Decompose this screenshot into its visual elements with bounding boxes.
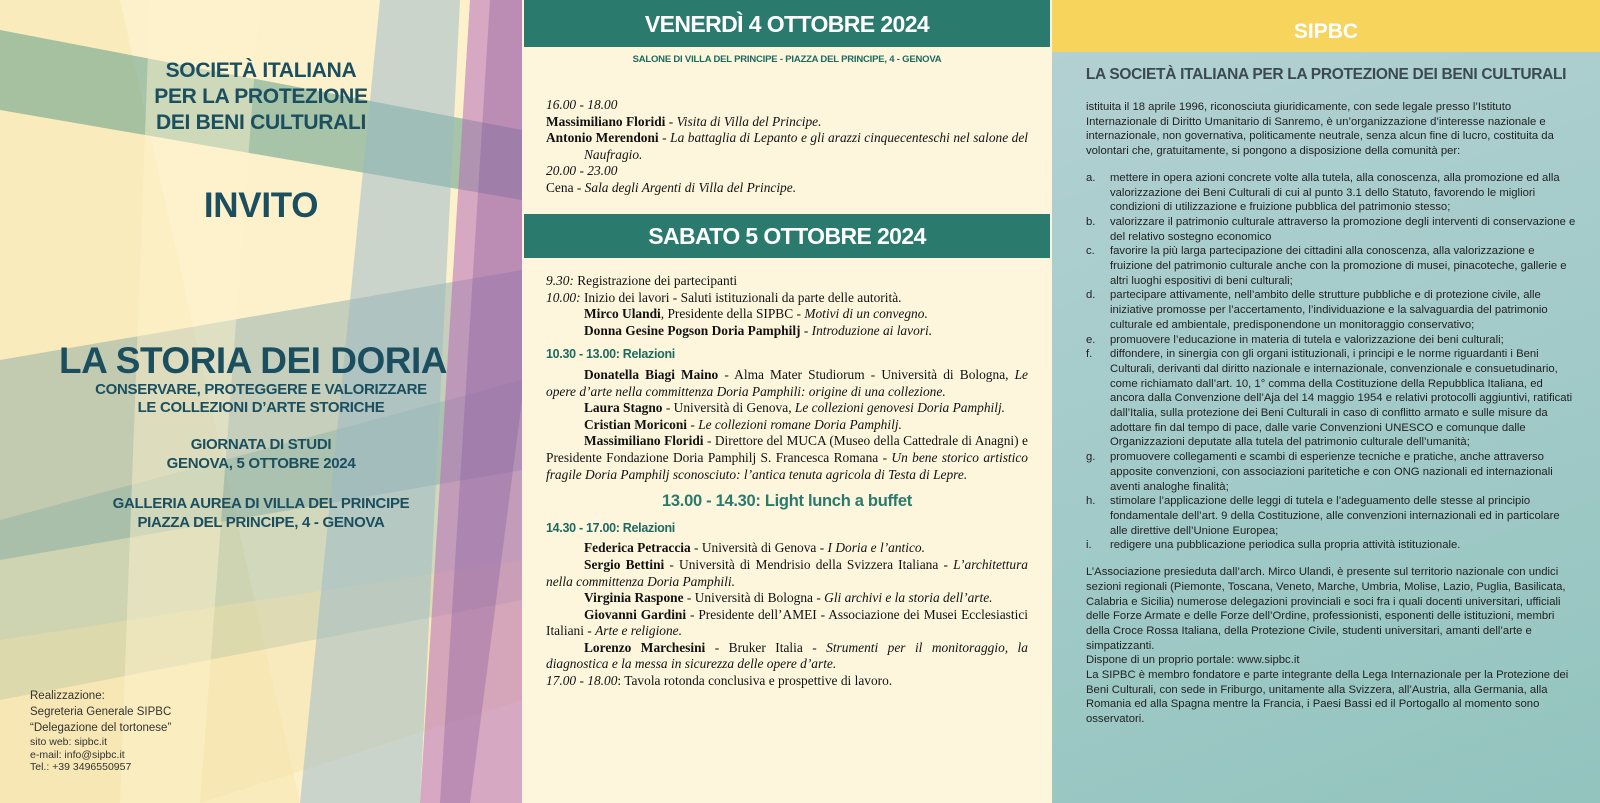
text: 13.00 - 14.30: Light lunch a buffet	[662, 492, 912, 511]
saturday-heading: SABATO 5 OTTOBRE 2024	[524, 214, 1050, 258]
text: - Presidente dell’AMEI - Associazione dei Musei Ecclesiastici Italiani -	[546, 606, 1028, 639]
about-panel	[1052, 0, 1600, 803]
program-item	[546, 323, 1028, 340]
italic-text: I Doria e l’antico.	[827, 540, 925, 556]
aim-label: b.	[1086, 215, 1096, 228]
program-item	[546, 433, 1028, 483]
program-item	[546, 417, 1028, 434]
aim-text: promuovere l’educazione in materia di tutela e valorizzazione dei beni culturali;	[1110, 333, 1504, 346]
program-item	[546, 290, 1028, 307]
friday-program	[546, 97, 1028, 197]
org-line: PER LA PROTEZIONE	[154, 85, 368, 108]
aim-text: diffondere, in sinergia con gli organi istituzionali, i principi e le norme riguardanti i Beni Culturali, derivanti dal diritto nazionale e internazionale, convenzionale e consuetudinario, come richiamato dall’art. 10, 1° comma della Costituzione della Repubblica Italiana, ed ancora dalla Convenzione dell’Aja del 14 maggio 1954 e relativi protocolli aggiuntivi, ratificati dall’Italia, sulla protezione dei Beni Culturali in caso di conflitto armato e sulle misure da adottare fin dal tempo di pace, dalle varie Convenzioni UNESCO e comunque dalle Organizzazioni deputate alla tutela del patrimonio culturale dell’umanità;	[1110, 348, 1573, 449]
credits-line: Segreteria Generale SIPBC	[30, 706, 172, 718]
aim-label: d.	[1086, 289, 1096, 302]
aim-label: i.	[1086, 539, 1092, 552]
aim-label: a.	[1086, 171, 1096, 184]
program-item	[546, 367, 1028, 400]
aim-item	[1086, 244, 1576, 288]
aim-item	[1086, 288, 1576, 332]
program-item	[546, 114, 1028, 131]
italic-text: Le collezioni romane Doria Pamphilj.	[698, 416, 902, 432]
aim-text: favorire la più larga partecipazione dei cittadini alla conoscenza, alla valorizzazione e fruizione del patrimonio culturale anche con la promozione di musei, pinacoteche, gallerie e altri luoghi espositivi di beni culturali;	[1110, 245, 1567, 287]
program-panel	[522, 0, 1052, 803]
cover-panel	[0, 0, 522, 803]
aim-item	[1086, 215, 1576, 244]
aim-label: e.	[1086, 333, 1096, 346]
text: - Direttore del MUCA (Museo della Cattedrale di Anagni) e Presidente Fondazione Doria Pamphilj S. Francesca Romana -	[546, 433, 1029, 465]
event-subtitle	[0, 381, 522, 417]
session-heading	[546, 346, 1028, 363]
italic-text: Arte e religione.	[595, 623, 682, 639]
subtitle-line: LE COLLEZIONI D’ARTE STORICHE	[137, 399, 385, 416]
event-date	[0, 435, 522, 473]
program-item	[546, 97, 1028, 114]
text: : Tavola rotonda conclusiva e prospettive di lavoro.	[617, 673, 893, 689]
portal-text: Dispone di un proprio portale: www.sipbc.it	[1086, 654, 1300, 667]
italic-text: 16.00 - 18.00	[546, 97, 618, 112]
org-line: DEI BENI CULTURALI	[155, 111, 367, 134]
speaker-name: Giovanni Gardini	[584, 606, 687, 622]
location-line: GALLERIA AUREA DI VILLA DEL PRINCIPE	[112, 495, 410, 512]
date-line: GENOVA, 5 OTTOBRE 2024	[166, 455, 356, 472]
sipbc-header: SIPBC	[1052, 0, 1600, 52]
speaker-name: Mirco Ulandi	[584, 306, 661, 322]
italic-text: 9.30:	[546, 273, 574, 288]
aim-item	[1086, 494, 1576, 538]
text: Inizio dei lavori - Saluti istituzionali da parte delle autorità.	[580, 289, 902, 305]
italic-text: Motivi di un convegno.	[804, 306, 928, 322]
speaker-name: Massimiliano Floridi	[546, 113, 666, 129]
program-item	[546, 130, 1028, 163]
about-title: LA SOCIETÀ ITALIANA PER LA PROTEZIONE DEI BENI CULTURALI	[1085, 66, 1567, 83]
aim-item	[1086, 450, 1576, 494]
org-line: SOCIETÀ ITALIANA	[165, 59, 357, 82]
text: , Presidente della SIPBC -	[660, 306, 805, 322]
aims-list	[1086, 171, 1576, 553]
text: -	[658, 130, 671, 146]
text: - Università di Genova -	[690, 540, 828, 556]
italic-text: Gli archivi e la storia dell’arte.	[824, 590, 993, 606]
friday-heading: VENERDÌ 4 OTTOBRE 2024	[524, 0, 1050, 47]
aim-text: partecipare attivamente, nell’ambito delle strutture pubbliche e di protezione civile, alle iniziative promosse per l’accertamento, l’individuazione e la salvaguardia del patrimonio culturale ed ambientale, predisponendone un monitoraggio conservativo;	[1110, 289, 1548, 331]
text: Registrazione dei partecipanti	[573, 273, 738, 288]
italic-text: 10.00:	[546, 289, 581, 305]
about-paragraph: La SIPBC è membro fondatore e parte integrante della Lega Internazionale per la Protezione dei Beni Culturali, con sede in Friburgo, unitamente alla Svizzera, all’Austria, alla Germania, alla Romania ed alla Spagna mentre la Francia, i Paesi Bassi ed il Portogallo al momento sono osservatori.	[1086, 669, 1569, 726]
aim-item	[1086, 347, 1576, 450]
program-item	[546, 180, 1028, 197]
text: - Università di Bologna -	[683, 590, 825, 606]
about-intro: istituita il 18 aprile 1996, riconosciuta giuridicamente, con sede legale presso l’Istituto Internazionale di Diritto Umanitario di Sanremo, è un’organizzazione d’interesse nazionale e internazionale, non governativa, politicamente neutrale, senza alcun fine di lucro, costituita da volontari che, gratuitamente, si pongono a disposizione della comunità per:	[1086, 101, 1554, 158]
speaker-name: Laura Stagno	[584, 400, 663, 416]
text: 14.30 - 17.00: Relazioni	[546, 520, 675, 535]
aim-item	[1086, 538, 1576, 553]
speaker-name: Donna Gesine Pogson Doria Pamphilj	[584, 322, 801, 338]
saturday-program	[546, 273, 1028, 690]
phone: Tel.: +39 3496550957	[30, 761, 132, 773]
aim-label: c.	[1086, 245, 1095, 258]
text: -	[687, 416, 699, 432]
italic-text: Visita di Villa del Principe.	[676, 113, 822, 129]
speaker-name: Lorenzo Marchesini	[584, 639, 706, 655]
program-item	[546, 163, 1028, 180]
speaker-name: Sergio Bettini	[584, 556, 665, 572]
aim-text: promuovere collegamenti e scambi di esperienze tecniche e pratiche, anche attraverso apposite convenzioni, con associazioni paritetiche e con ONG nazionali ed internazionali aventi analoghe finalità;	[1110, 451, 1553, 493]
italic-text: Sala degli Argenti di Villa del Principe.	[584, 179, 797, 195]
aim-text: mettere in opera azioni concrete volte alla tutela, alla conoscenza, alla promozione ed alla valorizzazione dei Beni Culturali di cui al punto 3.1 dello Statuto, favorendo le migliori condizioni di utilizzazione e fruizione pubblica del patrimonio stesso;	[1110, 171, 1560, 214]
organization-name	[0, 58, 522, 136]
event-location	[0, 494, 522, 532]
credits-line: “Delegazione del tortonese”	[30, 722, 172, 734]
text: - Università di Genova,	[662, 400, 795, 416]
italic-text: 17.00 - 18.00	[546, 673, 618, 689]
aim-text: valorizzare il patrimonio culturale attraverso la promozione degli interventi di conservazione e del relativo sostegno economico	[1110, 215, 1576, 243]
program-item	[546, 557, 1028, 590]
text: -	[665, 113, 677, 129]
subtitle-line: CONSERVARE, PROTEGGERE E VALORIZZARE	[95, 381, 427, 398]
website: sito web: sipbc.it	[30, 736, 108, 748]
about-body	[1086, 100, 1576, 727]
speaker-name: Federica Petraccia	[584, 540, 691, 556]
credits-line: Realizzazione:	[30, 690, 105, 702]
program-item	[546, 540, 1028, 557]
program-item	[546, 673, 1028, 690]
italic-text: Introduzione ai lavori.	[811, 322, 933, 338]
program-item	[546, 400, 1028, 417]
program-item	[546, 640, 1028, 673]
italic-text: 20.00 - 23.00	[546, 163, 618, 179]
aim-label: g.	[1086, 451, 1096, 464]
speaker-name: Donatella Biagi Maino	[584, 366, 719, 382]
text: - Alma Mater Studiorum - Università di Bologna,	[718, 366, 1015, 382]
italic-text: L’architettura nella committenza Doria Pamphili.	[546, 556, 1028, 589]
program-item	[546, 273, 1028, 290]
email: e-mail: info@sipbc.it	[30, 748, 125, 761]
location-line: PIAZZA DEL PRINCIPE, 4 - GENOVA	[137, 514, 385, 531]
text: - Bruker Italia -	[705, 639, 827, 655]
about-paragraph: L’Associazione presieduta dall’arch. Mirco Ulandi, è presente sul territorio nazionale con undici sezioni regionali (Piemonte, Toscana, Veneto, Marche, Umbria, Molise, Lazio, Puglia, Basilicata, Calabria e Sicilia) numerose delegazioni provinciali e soci fra i quali docenti universitari, ufficiali delle Forze Armate e delle Forze dell’Ordine, professionisti, esponenti delle istituzioni, membri della Croce Rossa Italiana, della Protezione Civile, studenti universitari, amanti dell’arte e simpatizzanti.	[1086, 566, 1566, 652]
aim-label: f.	[1086, 348, 1093, 361]
event-title: LA STORIA DEI DORIA	[59, 340, 447, 381]
speaker-name: Antonio Merendoni	[546, 130, 659, 146]
italic-text: Un bene storico artistico fragile Doria Pamphilj sconosciuto: l’antica tenuta agricola di Testa di Lepre.	[546, 449, 1028, 482]
text: Cena -	[546, 179, 585, 195]
program-item	[546, 590, 1028, 607]
speaker-name: Cristian Moriconi	[584, 416, 688, 432]
aim-item	[1086, 333, 1576, 348]
program-item	[546, 607, 1028, 640]
aim-item	[1086, 171, 1576, 215]
italic-text: Le opere d’arte nella committenza Doria Pamphili: origine di una collezione.	[546, 366, 1028, 399]
program-item	[546, 306, 1028, 323]
friday-venue: SALONE DI VILLA DEL PRINCIPE - PIAZZA DEL PRINCIPE, 4 - GENOVA	[632, 54, 942, 65]
aim-label: h.	[1086, 495, 1096, 508]
italic-text: Le collezioni genovesi Doria Pamphilj.	[794, 400, 1006, 416]
text: - Università di Mendrisio della Svizzera Italiana -	[664, 556, 954, 572]
speaker-name: Massimiliano Floridi	[584, 433, 704, 449]
aim-text: stimolare l’applicazione delle leggi di tutela e l’adeguamento delle stesse al principio fondamentale dell’art. 9 della Costituzione, alle convenzioni internazionali ed in particolare alle direttive dell’Unione Europea;	[1110, 495, 1560, 537]
date-line: GIORNATA DI STUDI	[190, 436, 332, 453]
invito-heading: INVITO	[203, 186, 319, 225]
text: -	[800, 322, 812, 338]
lunch-break	[546, 493, 1028, 510]
text: 10.30 - 13.00: Relazioni	[546, 347, 675, 362]
italic-text: Strumenti per il monitoraggio, la diagnostica e la messa in sicurezza delle opere d’arte.	[546, 639, 1028, 672]
speaker-name: Virginia Raspone	[584, 590, 684, 606]
aim-text: redigere una pubblicazione periodica sulla propria attività istituzionale.	[1110, 539, 1461, 552]
italic-text: La battaglia di Lepanto e gli arazzi cinquecenteschi nel salone del Naufragio.	[584, 130, 1029, 162]
credits	[30, 688, 171, 774]
session-heading	[546, 520, 1028, 537]
